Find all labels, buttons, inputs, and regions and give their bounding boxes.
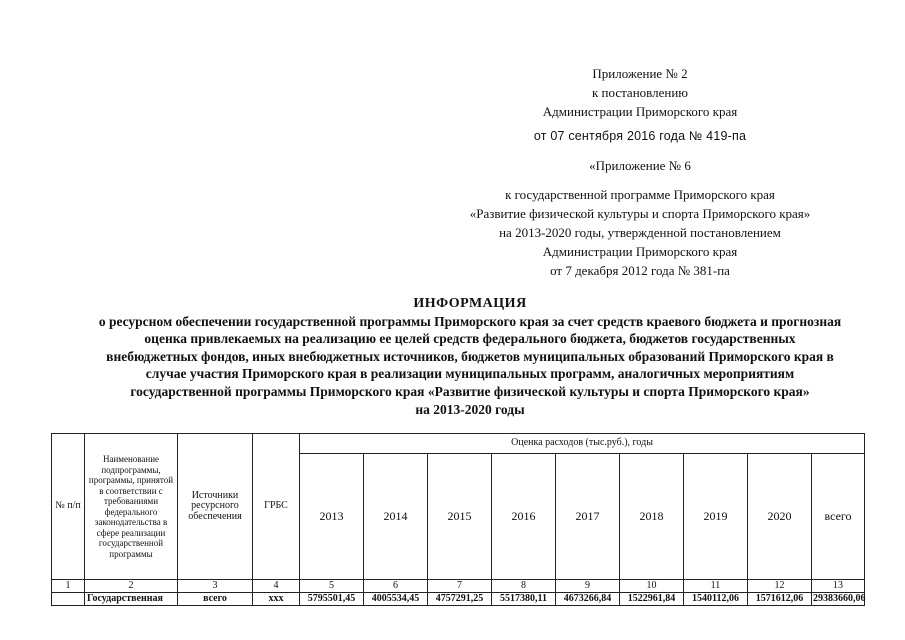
row-value: 1571612,06 — [748, 593, 812, 606]
row-value: 4673266,84 — [556, 593, 620, 606]
row-value: 5795501,45 — [300, 593, 364, 606]
year-cell: 2018 — [620, 454, 684, 580]
table-row — [52, 593, 865, 606]
title-line: на 2013-2020 годы — [415, 401, 525, 417]
year-cell: 2019 — [684, 454, 748, 580]
col-number: 2 — [85, 580, 178, 593]
year-cell: 2017 — [556, 454, 620, 580]
header-line: от 7 декабря 2012 года № 381-па — [550, 263, 730, 278]
title-line: государственной программы Приморского края «Развитие физической культуры и спорта Приморского края» — [130, 383, 810, 399]
row-value: 4005534,45 — [364, 593, 428, 606]
col-number: 7 — [428, 580, 492, 593]
row-num — [52, 593, 85, 606]
decree-stamp: от 07 сентября 2016 года № 419-па — [533, 129, 747, 143]
col-number: 9 — [556, 580, 620, 593]
col-number: 1 — [52, 580, 85, 593]
header-line: Приложение № 2 — [592, 66, 688, 81]
year-cell: 2015 — [428, 454, 492, 580]
col-number: 8 — [492, 580, 556, 593]
col-number: 10 — [620, 580, 684, 593]
resource-table — [51, 433, 865, 606]
header-num: № п/п — [52, 434, 85, 580]
title-line: оценка привлекаемых на реализацию ее целей средств федерального бюджета, бюджетов государственных — [144, 331, 796, 347]
col-number: 3 — [178, 580, 253, 593]
row-value: 1540112,06 — [684, 593, 748, 606]
appendix-line: «Приложение № 6 — [589, 158, 691, 173]
header-line: Администрации Приморского края — [542, 244, 738, 259]
col-number: 5 — [300, 580, 364, 593]
header-block — [440, 64, 840, 280]
header-source: Источники ресурсного обеспечения — [178, 434, 253, 580]
header-grbs: ГРБС — [253, 434, 300, 580]
title-line: внебюджетных фондов, иных внебюджетных источников, бюджетов муниципальных образований Приморского края в — [106, 348, 834, 364]
row-source: всего — [178, 593, 253, 606]
header-name: Наименование подпрограммы, программы, принятой в соответствии с требованиями федерального законодательства в сфере реализации государственной программы — [85, 434, 178, 580]
col-number: 11 — [684, 580, 748, 593]
col-number: 6 — [364, 580, 428, 593]
year-cell: всего — [812, 454, 865, 580]
header-estimate: Оценка расходов (тыс.руб.), годы — [300, 434, 865, 454]
header-line: к государственной программе Приморского края — [505, 187, 775, 202]
year-cell: 2016 — [492, 454, 556, 580]
header-line: на 2013-2020 годы, утвержденной постановлением — [499, 225, 781, 240]
year-cell: 2020 — [748, 454, 812, 580]
row-value: 1522961,84 — [620, 593, 684, 606]
row-grbs: xxx — [253, 593, 300, 606]
title-line: о ресурсном обеспечении государственной программы Приморского края за счет средств краевого бюджета и прогнозная — [98, 313, 842, 329]
title-main: ИНФОРМАЦИЯ — [413, 296, 527, 311]
document-title — [40, 295, 900, 418]
header-line: Администрации Приморского края — [542, 104, 738, 119]
col-number: 13 — [812, 580, 865, 593]
row-name: Государственная — [85, 593, 178, 606]
col-number: 12 — [748, 580, 812, 593]
row-value: 29383660,06 — [813, 592, 866, 604]
row-value: 4757291,25 — [428, 593, 492, 606]
header-line: «Развитие физической культуры и спорта Приморского края» — [469, 206, 811, 221]
col-number: 4 — [253, 580, 300, 593]
title-line: случае участия Приморского края в реализации муниципальных программ, аналогичных мероприятиям — [145, 366, 795, 382]
year-cell: 2014 — [364, 454, 428, 580]
year-cell: 2013 — [300, 454, 364, 580]
header-line: к постановлению — [591, 85, 689, 100]
row-value: 5517380,11 — [492, 593, 556, 606]
